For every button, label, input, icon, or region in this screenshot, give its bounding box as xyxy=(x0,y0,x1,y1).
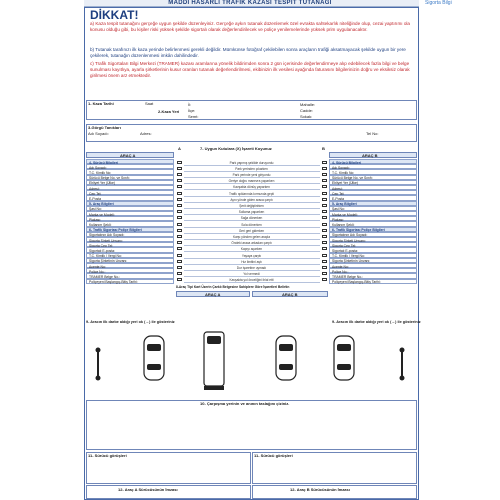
arac-b-field-label: Sigorta Şirketi Unvanı: xyxy=(332,238,366,243)
arac-a-field-label: T.C. Kimlik No: xyxy=(89,170,112,175)
arac-a-field-label: Sigorta Şirketinin Unvanı: xyxy=(89,259,128,264)
sketch-box[interactable] xyxy=(86,400,417,450)
arac-b-field-row[interactable] xyxy=(329,279,417,284)
col-a-letter: A xyxy=(178,146,181,151)
arac-b-field-label: Sürücü Belge No. ve Sınıfı: xyxy=(332,176,373,181)
circumstance-label: Trafik ışıklarında kırmızıda geçti xyxy=(228,191,275,196)
arac-b-field-label: Kullanım Şekli: xyxy=(332,222,355,227)
arac-tipi-caption: 8-Araç Tipi Kart Üzerin Çarklı Belgesine Sahiplere Göre İşaretleri Belirtin xyxy=(176,285,290,289)
circumstance-label: Geriye doğru manevra yaparken xyxy=(228,179,275,184)
arac-b-field-label: Sigortalının Adı Soyadı: xyxy=(332,233,368,238)
gorgu-tel: Tel No: xyxy=(366,131,379,136)
row-divider xyxy=(184,239,320,240)
row-divider xyxy=(184,183,320,184)
arac-a-field-label: Plakası: xyxy=(89,217,102,222)
circumstance-label: Park yapmış şekilde duruyordu xyxy=(229,160,274,165)
row-divider xyxy=(184,220,320,221)
kaza-yeri-row xyxy=(86,100,417,120)
arac-b-field-label: Marka ve Modeli: xyxy=(332,212,358,217)
signature-a-label: 12- Araç A Sürücüsünün İmzası xyxy=(118,487,178,492)
arac-a-field-label: 4- Sürücü Bilgileri xyxy=(89,160,119,165)
circumstance-label: Yol vermedi xyxy=(243,272,260,277)
row-divider xyxy=(184,177,320,178)
row-divider xyxy=(184,208,320,209)
row-divider xyxy=(184,189,320,190)
circumstance-label: Kapıyı açarken xyxy=(240,247,263,252)
row-divider xyxy=(184,196,320,197)
notice-title: DİKKAT! xyxy=(90,8,139,22)
arac-b-field-label: 4- Sürücü Bilgileri xyxy=(332,160,362,165)
arac-b-field-label: E-Posta xyxy=(332,196,345,201)
arac-a-field-label: Adresi: xyxy=(89,186,100,191)
arac-a-field-label: Sürücü Belge No. ve Sınıfı: xyxy=(89,176,130,181)
moto-b-icon[interactable] xyxy=(400,348,405,381)
mahalle-label: Mahalle: xyxy=(300,102,316,107)
kaza-tarihi-label: 1- Kaza Tarihi xyxy=(88,101,114,106)
ilce-label: İlçe: xyxy=(188,108,196,113)
arac-a-header: ARAÇ A xyxy=(120,153,136,158)
col-mid-title: 7- Uygun Kutulara (X) İşareti Koyunuz xyxy=(200,146,272,151)
arac-b-field-label: Poliçeyeni Başlangıç-Bitiş Tarihi: xyxy=(332,280,381,285)
notice-paragraph-b: b) Tutanak tarafınızı ilk kaza yerinde belirlenmesi gerekli değildir. Mümkünse fotoğraf çekilebilen sonra araçların trafiği aksatmayacak şekilde uygun bir yere çekilerek, tutanağın düzenlenmesi imkân dahilindedir. xyxy=(90,47,406,58)
sketch-label: 10- Çarpışma yerinin ve anının taslağını çiziniz. xyxy=(200,401,290,406)
row-divider xyxy=(184,202,320,203)
circumstance-label: Hız limitini aştı xyxy=(241,259,262,264)
circumstance-label: Öndeki araca arkadan çarptı xyxy=(231,241,272,246)
truck-a-icon[interactable] xyxy=(204,332,224,390)
circumstance-label: Kavşakta yol önceliğini ihlal etti xyxy=(229,278,274,283)
row-divider xyxy=(184,171,320,172)
circumstance-label: Dur işaretine uymadı xyxy=(236,265,267,270)
row-divider xyxy=(184,233,320,234)
arac-a-field-label: Sigortalının Adı Soyadı: xyxy=(89,233,125,238)
impact-b-label: 9- Aracın ilk darbe aldığı yeri ok (→) ile gösteriniz xyxy=(332,320,421,324)
arac-a-field-label: Cep Tel: xyxy=(89,191,102,196)
circumstance-label: Park yerinde yeni giriyordu xyxy=(232,172,271,177)
arac-b-field-label: Sigortalı E-posta: xyxy=(332,248,359,253)
arac-b-field-label: T.C. Kimlik No: xyxy=(332,170,355,175)
arac-a-field-label: Poliçe No.: xyxy=(89,269,106,274)
cadde-label: Cadde: xyxy=(300,108,313,113)
row-divider xyxy=(184,258,320,259)
circumstance-label: Şerit değiştirirken xyxy=(239,203,264,208)
sigorta-logo: Sigorta Bilgi xyxy=(425,0,452,6)
row-divider xyxy=(184,214,320,215)
impact-diagrams xyxy=(84,330,419,400)
row-divider xyxy=(184,245,320,246)
arac-a-field-label: Poliçeyeni Başlangıç-Bitiş Tarihi: xyxy=(89,280,138,285)
mid-arac-a-title: ARAÇ A xyxy=(205,292,221,297)
arac-b-field-label: Sigorta Cep Tel: xyxy=(332,243,357,248)
row-divider xyxy=(184,270,320,271)
il-label: İl: xyxy=(188,102,192,107)
arac-a-field-label: Kullanım Şekli: xyxy=(89,222,112,227)
circumstance-label: Sollama yaparken xyxy=(238,210,265,215)
circumstance-label: Sola dönerken xyxy=(241,222,262,227)
circumstance-label: Geri geri giderken xyxy=(238,228,265,233)
arac-b-field-label: Plakası: xyxy=(332,217,345,222)
circumstance-label: Karşı yönden gelen araçla xyxy=(232,234,271,239)
row-divider xyxy=(184,165,320,166)
row-divider xyxy=(184,282,320,283)
arac-b-header: ARAÇ B xyxy=(362,153,378,158)
arac-b-field-label: 5- Araç Bilgileri xyxy=(332,202,357,207)
arac-a-field-label: Şasi No: xyxy=(89,207,102,212)
circumstance-label: Park yerinden çıkarken xyxy=(235,166,268,171)
row-divider xyxy=(184,276,320,277)
arac-b-field-label: Acente No: xyxy=(332,264,349,269)
arac-a-field-label: T.C. Kimlik / Vergi No: xyxy=(89,254,122,259)
driver-b-comment-label: 11- Sürücü görüşleri xyxy=(254,453,293,458)
gorgu-adres: Adres: xyxy=(140,131,152,136)
car-b-right-icon[interactable] xyxy=(334,336,354,380)
arac-a-field-label: E-Posta xyxy=(89,196,102,201)
kaza-yeri-label: 2-Kaza Yeri xyxy=(158,109,180,114)
arac-a-field-label: Sigortalı E-posta: xyxy=(89,248,116,253)
arac-b-field-label: Adı Soyadı: xyxy=(332,165,350,170)
arac-a-field-row[interactable] xyxy=(86,279,174,284)
arac-a-field-label: Sigorta Şirketi Unvanı: xyxy=(89,238,123,243)
row-divider xyxy=(184,227,320,228)
saat-label: Saat xyxy=(145,101,154,106)
circumstance-label: Sağa dönerken xyxy=(240,216,263,221)
arac-b-field-label: Poliçe No.: xyxy=(332,269,349,274)
arac-a-field-label: 5- Araç Bilgileri xyxy=(89,202,114,207)
impact-a-label: 9- Aracın ilk darbe aldığı yeri ok (→) ile gösteriniz xyxy=(86,320,175,324)
driver-a-comment-label: 11- Sürücü görüşleri xyxy=(88,453,127,458)
arac-b-field-label: Adresi: xyxy=(332,186,343,191)
arac-a-field-label: Marka ve Modeli: xyxy=(89,212,115,217)
arac-b-field-label: T.C. Kimlik / Vergi No: xyxy=(332,254,365,259)
arac-b-field-label: Cep Tel: xyxy=(332,191,345,196)
arac-a-field-label: Ehliyet Yer (Ülke) xyxy=(89,181,116,186)
arac-b-field-label: TRAMER Belge No.: xyxy=(332,274,364,279)
form-title: MADDİ HASARLI TRAFİK KAZASI TESPİT TUTANAĞI xyxy=(168,0,332,6)
signature-b-label: 12- Araç B Sürücüsünün İmzası xyxy=(290,487,350,492)
arac-a-field-label: TRAMER Belge No.: xyxy=(89,274,121,279)
row-divider xyxy=(184,251,320,252)
circumstance-label: Kavşakta dönüş yaparken xyxy=(233,185,270,190)
notice-paragraph-a: a) Kaza tespit tutanağını gerçeğe uygun şekilde düzenleyiniz. Gerçeğe aykırı tutanak düzenlemek özel evrakta sahtekarlık niteliğinde olup, cezai yaptırımı ola konusu olduğu gibi, bu kişiler riski yüksek şekilde sigortalı olarak değerlendirilecek ve poliçe yenilemelerinde yüksek prim uygulanacaktır. xyxy=(90,21,410,32)
row-divider xyxy=(184,264,320,265)
circumstance-label: Yayaya çarptı xyxy=(241,253,262,258)
moto-a-icon[interactable] xyxy=(96,348,101,381)
arac-b-field-label: Sigorta Şirketinin Unvanı: xyxy=(332,259,371,264)
arac-b-field-label: Şasi No: xyxy=(332,207,345,212)
arac-a-field-label: 6- Trafik Sigortası Poliçe Bilgileri xyxy=(89,228,142,233)
notice-paragraph-c: c) Trafik Sigortaları Bilgi Merkezi (TRAMER) kazası aramlarına yönelik bildirimden sonra 2 gün içerisinde değerlendirmeye alıp edebilecek fazla bilgi ve belge sunulması kayıtlıya, ayarla şirketlerinin kusur oranları tutanak değerlendirilmesi, ekibinizin ilk vesilesi ayağında faturasını bilgilerinizin doğru ve eksiksiz olarak girilmesi önem arz etmektedir. xyxy=(90,61,410,78)
gorgu-adsoyad: Adı Soyadı: xyxy=(88,131,109,136)
circumstance-label: Aynı yönde giden araca çarptı xyxy=(230,197,273,202)
notice-block xyxy=(84,8,419,86)
mid-arac-b-title: ARAÇ B xyxy=(282,292,298,297)
arac-a-field-label: Acente No: xyxy=(89,264,106,269)
gorgu-label: 3-Görgü Tanıkları xyxy=(88,125,121,130)
sokak-label: Sokak: xyxy=(300,114,313,119)
arac-b-field-label: Ehliyet Yer (Ülke) xyxy=(332,181,359,186)
car-b-left-icon[interactable] xyxy=(276,336,296,380)
col-b-letter: B xyxy=(322,146,325,151)
arac-a-field-label: Sigorta Cep Tel: xyxy=(89,243,114,248)
semt-label: Semt: xyxy=(188,114,199,119)
car-a-left-icon[interactable] xyxy=(144,336,164,380)
arac-b-field-label: 6- Trafik Sigortası Poliçe Bilgileri xyxy=(332,228,385,233)
arac-a-field-label: Adı Soyadı: xyxy=(89,165,107,170)
